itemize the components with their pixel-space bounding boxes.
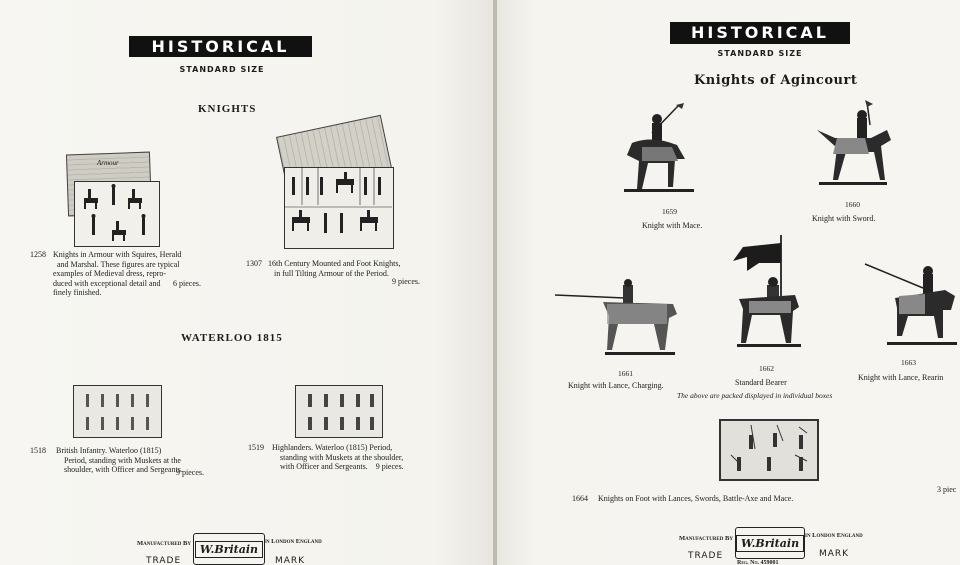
item-number: 1518 [30,446,46,455]
knight-with-mace-figure [624,103,704,193]
section-heading-waterloo: WATERLOO 1815 [181,332,283,344]
highlander-figures-1519 [296,386,382,437]
item-number: 1258 [30,250,46,259]
box-set-1518-image [73,385,162,438]
desc-line: Knights in Armour with Squires, Herald [53,250,182,259]
knights-of-agincourt-title: Knights of Agincourt [694,73,858,88]
right-page [497,0,960,565]
historical-banner: HISTORICAL [129,36,312,57]
knight-with-lance-rearing-figure [865,258,960,348]
desc-line: shoulder, with Officer and Sergeants. [64,465,183,474]
mark-label: MARK [275,556,306,565]
desc-line: Highlanders. Waterloo (1815) Period, [272,443,393,452]
figure-caption-1660: Knight with Sword. [812,214,876,223]
box-set-1664-image [719,419,819,481]
packing-note: The above are packed displayed in individual boxes [677,391,833,400]
box-lid-label: Armour [97,159,119,167]
desc-line: duced with exceptional detail and [53,278,161,288]
soldier-figures-1258 [74,181,158,245]
item-description: Knights on Foot with Lances, Swords, Battle-Axe and Mace. [598,494,794,503]
figure-caption-1662: Standard Bearer [735,378,787,387]
desc-line: finely finished. [53,288,102,297]
desc-line: 16th Century Mounted and Foot Knights, [268,259,401,268]
piece-count: 9 pieces. [392,277,420,286]
britain-logo [735,527,805,559]
desc-line: with Officer and Sergeants. [280,462,368,471]
manufactured-by-label: Manufactured By [137,540,191,547]
london-label: in London England [805,532,863,539]
box-set-1258-image [67,153,162,248]
figure-caption-1663: Knight with Lance, Rearin [858,373,944,382]
figure-number-1659: 1659 [662,207,677,216]
piece-count: 9 pieces. [375,462,404,471]
piece-count: 9 pieces. [176,468,204,477]
item-number: 1307 [246,259,262,268]
knight-with-sword-figure [815,100,895,188]
figure-number-1660: 1660 [845,200,860,209]
trade-label: TRADE [688,551,724,561]
logo-text: W.Britain [195,541,263,558]
piece-count: 6 pieces. [173,279,201,288]
figure-number-1663: 1663 [901,358,916,367]
piece-count: 3 piec [937,485,957,494]
foot-knight-figures-1664 [721,421,817,479]
manufactured-by-label: Manufactured By [679,535,733,542]
infantry-figures-1518 [74,386,161,437]
desc-line: British Infantry. Waterloo (1815) [56,446,162,455]
desc-line: in full Tilting Armour of the Period. [274,268,389,278]
registration-number: Reg. No. 459001 [737,560,779,565]
standard-size-label: STANDARD SIZE [179,65,265,74]
knight-with-lance-charging-figure [555,280,680,355]
standard-bearer-figure [729,235,809,350]
historical-banner: HISTORICAL [670,22,850,44]
figure-caption-1659: Knight with Mace. [642,221,703,230]
mark-label: MARK [819,549,850,559]
figure-number-1661: 1661 [618,369,633,378]
london-label: in London England [264,538,322,545]
box-set-1307-image [268,135,393,250]
figure-number-1662: 1662 [759,364,774,373]
figure-caption-1661: Knight with Lance, Charging. [568,381,664,390]
knight-figures-1307 [284,167,392,247]
desc-line: and Marshal. These figures are typical [57,259,180,269]
britain-logo [193,533,265,565]
standard-size-label: STANDARD SIZE [717,49,803,58]
box-set-1519-image [295,385,383,438]
trade-label: TRADE [146,556,182,565]
item-number: 1519 [248,443,264,452]
item-number: 1664 [572,494,588,503]
desc-line: standing with Muskets at the shoulder, [280,452,404,462]
logo-text: W.Britain [736,535,804,552]
desc-line: examples of Medieval dress, repro- [53,269,167,278]
section-heading-knights: KNIGHTS [198,103,257,115]
desc-line: Period, standing with Muskets at the [64,455,181,465]
